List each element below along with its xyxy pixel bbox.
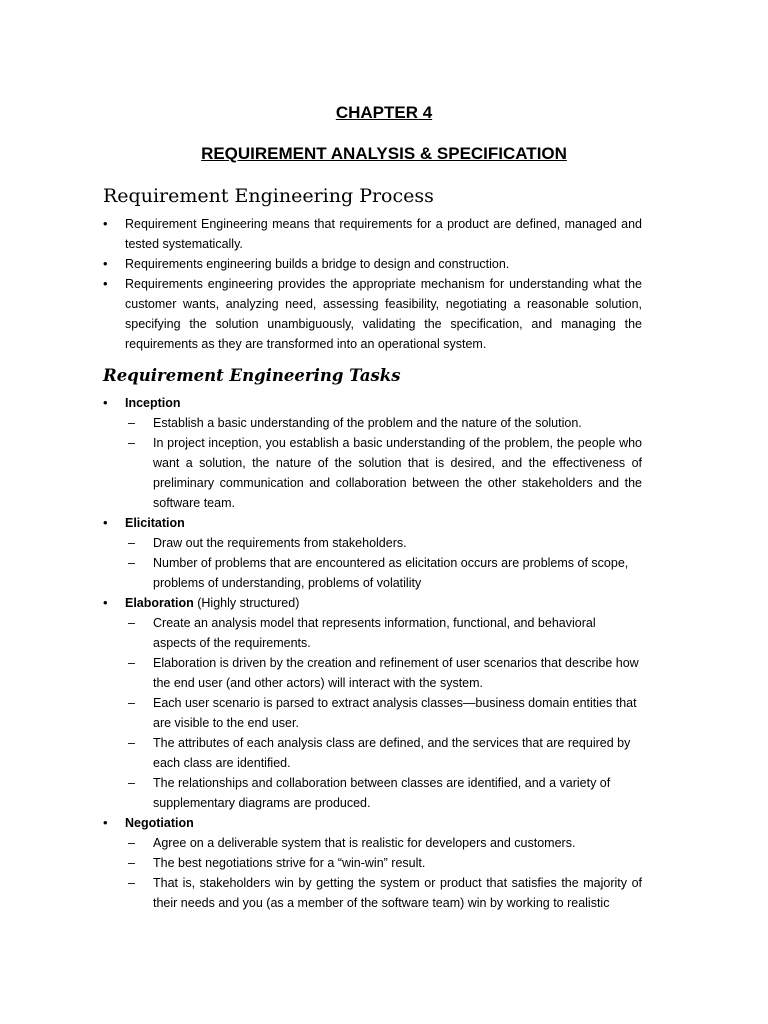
task-point-text: The best negotiations strive for a “win-win” result. (153, 856, 426, 870)
task-point-text: Draw out the requirements from stakeholders. (153, 536, 407, 550)
bullet-icon: • (103, 595, 108, 610)
dash-icon: – (128, 856, 135, 870)
dash-icon: – (128, 556, 135, 570)
dash-icon: – (128, 536, 135, 550)
task-point (0, 613, 642, 653)
process-bullet-list (0, 214, 768, 354)
task-name: Negotiation (125, 816, 194, 830)
task-inception (0, 393, 642, 413)
dash-icon: – (128, 616, 135, 630)
list-item (0, 274, 642, 354)
section-heading-tasks: Requirement Engineering Tasks (103, 366, 401, 385)
task-negotiation (0, 813, 642, 833)
task-point (0, 833, 642, 853)
list-item (0, 254, 642, 274)
task-point-text: Agree on a deliverable system that is realistic for developers and customers. (153, 836, 576, 850)
dash-icon: – (128, 696, 135, 710)
task-name: Inception (125, 396, 181, 410)
task-point-text: In project inception, you establish a basic understanding of the problem, the people who want a solution, the nature of the solution that is desired, and the effectiveness of preliminary communication and collaboration between the other stakeholders and the software team. (153, 436, 642, 510)
list-item-text: Requirements engineering provides the appropriate mechanism for understanding what the customer wants, analyzing need, assessing feasibility, negotiating a reasonable solution, specifying the solution unambiguously, validating the specification, and managing the requirements as they are transformed into an operational system. (125, 277, 642, 351)
task-name: Elaboration (125, 596, 194, 610)
task-point (0, 413, 642, 433)
task-point-text: Number of problems that are encountered as elicitation occurs are problems of scope, problems of understanding, problems of volatility (153, 556, 629, 590)
task-point-text: Each user scenario is parsed to extract analysis classes—business domain entities that are visible to the end user. (153, 696, 637, 730)
task-name: Elicitation (125, 516, 185, 530)
dash-icon: – (128, 656, 135, 670)
dash-icon: – (128, 416, 135, 430)
task-point-text: That is, stakeholders win by getting the system or product that satisfies the majority of their needs and you (as a member of the software team) win by working to realistic (153, 876, 642, 910)
task-point (0, 733, 642, 773)
dash-icon: – (128, 436, 135, 450)
bullet-icon: • (103, 256, 108, 271)
task-point-text: The relationships and collaboration between classes are identified, and a variety of supplementary diagrams are produced. (153, 776, 611, 810)
task-point (0, 873, 642, 913)
task-elaboration (0, 593, 642, 613)
bullet-icon: • (103, 276, 108, 291)
list-item (0, 214, 642, 254)
task-point (0, 653, 642, 693)
list-item-text: Requirements engineering builds a bridge to design and construction. (125, 257, 510, 271)
task-point-text: Create an analysis model that represents information, functional, and behavioral aspects of the requirements. (153, 616, 596, 650)
bullet-icon: • (103, 815, 108, 830)
bullet-icon: • (103, 395, 108, 410)
document-title: REQUIREMENT ANALYSIS & SPECIFICATION (201, 144, 567, 163)
task-note: (Highly structured) (193, 596, 300, 610)
task-point-text: Establish a basic understanding of the problem and the nature of the solution. (153, 416, 582, 430)
task-point (0, 553, 642, 593)
dash-icon: – (128, 836, 135, 850)
list-item-text: Requirement Engineering means that requirements for a product are defined, managed and tested systematically. (125, 217, 642, 251)
section-heading-process: Requirement Engineering Process (103, 185, 434, 207)
task-point (0, 433, 642, 513)
dash-icon: – (128, 876, 135, 890)
dash-icon: – (128, 736, 135, 750)
task-point (0, 693, 642, 733)
dash-icon: – (128, 776, 135, 790)
task-point (0, 533, 642, 553)
task-elicitation (0, 513, 642, 533)
bullet-icon: • (103, 216, 108, 231)
task-point-text: Elaboration is driven by the creation and refinement of user scenarios that describe how the end user (and other actors) will interact with the system. (153, 656, 639, 690)
chapter-label: CHAPTER 4 (335, 103, 433, 122)
tasks-list (0, 393, 768, 913)
task-point-text: The attributes of each analysis class are defined, and the services that are required by each class are identified. (153, 736, 631, 770)
bullet-icon: • (103, 515, 108, 530)
task-point (0, 773, 642, 813)
task-point (0, 853, 642, 873)
